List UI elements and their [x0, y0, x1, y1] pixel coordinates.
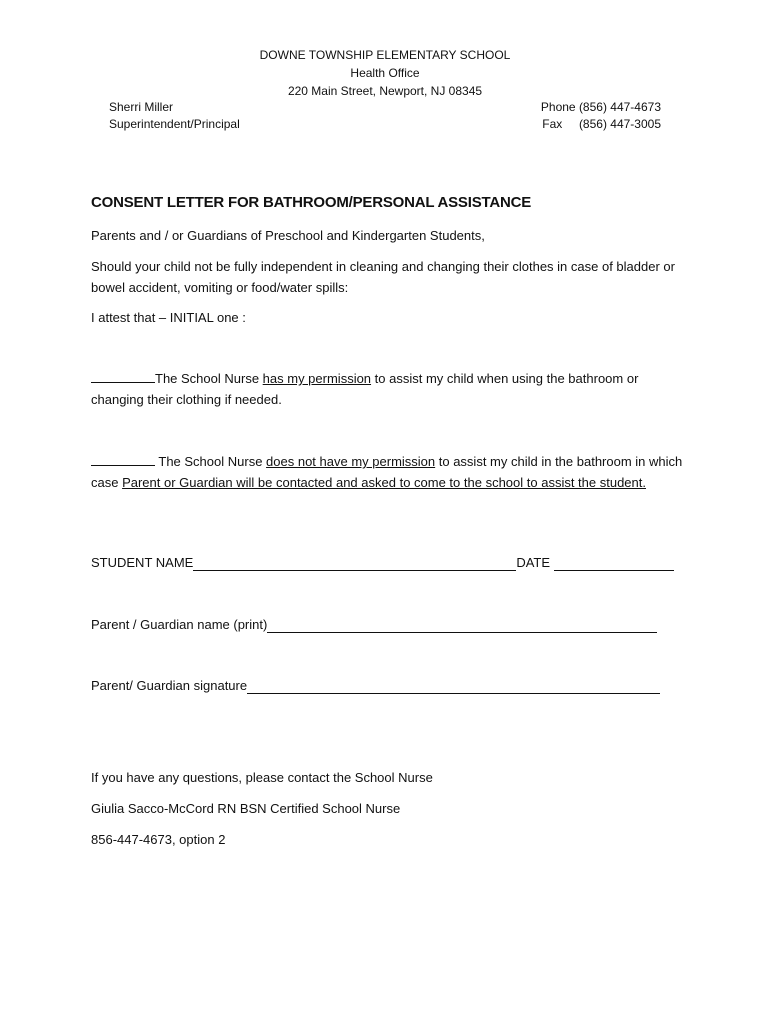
letter-title: CONSENT LETTER FOR BATHROOM/PERSONAL ASSISTANCE	[91, 194, 532, 211]
date-label: DATE	[516, 555, 551, 570]
attest-instruction: I attest that – INITIAL one :	[91, 310, 246, 325]
option-no-permission-contact: Parent or Guardian will be contacted and asked to come to the school to assist the student.	[122, 474, 646, 490]
date-field[interactable]	[554, 556, 674, 571]
option-no-permission-pre: The School Nurse	[155, 454, 267, 469]
school-name: DOWNE TOWNSHIP ELEMENTARY SCHOOL	[259, 48, 511, 62]
office-name: Health Office	[350, 66, 420, 80]
option-permission-post: to assist my child when using the bathroom or changing their clothing if needed.	[91, 371, 639, 407]
guardian-signature-field[interactable]	[247, 679, 660, 694]
questions-text: If you have any questions, please contact the School Nurse	[91, 770, 433, 785]
fax-number: Fax (856) 447-3005	[542, 117, 661, 131]
principal-title: Superintendent/Principal	[109, 117, 240, 131]
student-name-row	[91, 555, 681, 571]
phone-number: Phone (856) 447-4673	[540, 100, 661, 114]
guardian-signature-row	[91, 678, 681, 694]
option-no-permission-mid: to assist my child in the bathroom in which case	[91, 454, 683, 490]
option-permission	[91, 369, 691, 410]
option-permission-pre: The School Nurse	[155, 371, 263, 386]
option-no-permission-emphasis: does not have my permission	[266, 454, 436, 469]
nurse-name: Giulia Sacco-McCord RN BSN Certified School Nurse	[91, 801, 401, 816]
initial-blank-permission[interactable]	[91, 369, 155, 383]
guardian-print-row	[91, 617, 681, 633]
school-address: 220 Main Street, Newport, NJ 08345	[287, 84, 483, 98]
student-name-field[interactable]	[193, 556, 516, 571]
guardian-print-label: Parent / Guardian name (print)	[91, 617, 268, 632]
option-permission-emphasis: has my permission	[262, 371, 372, 386]
option-no-permission	[91, 452, 691, 493]
nurse-phone: 856-447-4673, option 2	[91, 832, 226, 847]
principal-name: Sherri Miller	[109, 100, 174, 114]
condition-text: Should your child not be fully independent in cleaning and changing their clothes in case of bladder or bowel accident, vomiting or food/water spills:	[91, 259, 675, 295]
student-name-label: STUDENT NAME	[91, 555, 194, 570]
guardian-print-field[interactable]	[267, 618, 657, 633]
guardian-signature-label: Parent/ Guardian signature	[91, 678, 248, 693]
salutation: Parents and / or Guardians of Preschool and Kindergarten Students,	[91, 228, 485, 243]
initial-blank-no-permission[interactable]	[91, 452, 155, 466]
